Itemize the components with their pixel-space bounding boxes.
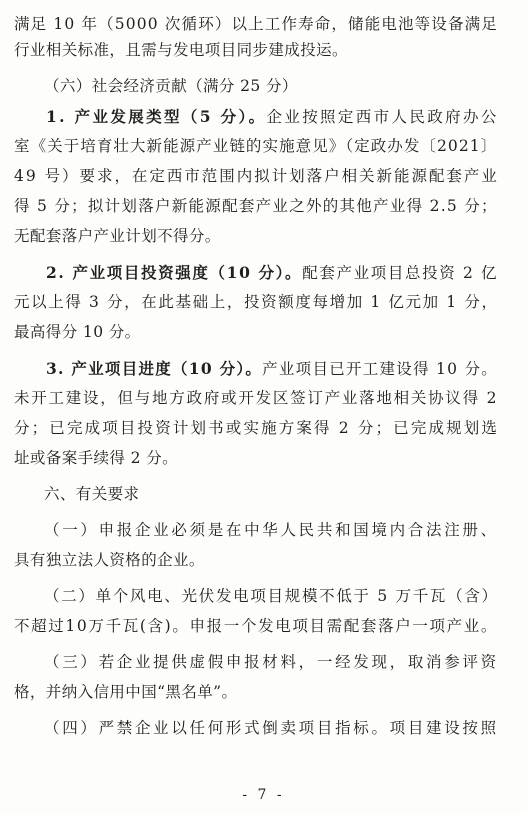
item-1-line bbox=[14, 224, 221, 249]
line-text: 满足 10 年（5000 次循环）以上工作寿命，储能电池等设备满足 bbox=[14, 15, 498, 33]
line-text: 得 5 分；拟计划落户新能源配套产业之外的其他产业得 2.5 分； bbox=[14, 197, 498, 215]
line-text: 室《关于培育壮大新能源产业链的实施意见》（定政办发〔2021〕 bbox=[14, 137, 498, 155]
line-text: 企业按照定西市人民政府办公 bbox=[266, 108, 499, 126]
bold-heading-text: 2. 产业项目投资强度（10 分）。 bbox=[46, 263, 303, 282]
bold-heading-text: 1. 产业发展类型（5 分）。 bbox=[46, 107, 267, 126]
item-3-line bbox=[14, 416, 499, 441]
line-text: 元以上得 3 分，在此基础上，投资额度每增加 1 亿元加 1 分， bbox=[14, 293, 499, 311]
line-text: 具有独立法人资格的企业。 bbox=[14, 551, 205, 569]
line-text: 六、有关要求 bbox=[44, 485, 140, 503]
line-text: （三）若企业提供虚假申报材料，一经发现，取消参评资 bbox=[44, 653, 499, 671]
item-2-line bbox=[14, 320, 141, 345]
requirement-3-line bbox=[44, 650, 499, 675]
line-text: 最高得分 10 分。 bbox=[14, 323, 141, 341]
bold-heading-text: 3. 产业项目进度（10 分）。 bbox=[46, 359, 263, 378]
requirement-3-line bbox=[14, 680, 237, 705]
item-1-line bbox=[14, 134, 497, 159]
item-3-line bbox=[14, 386, 498, 411]
item-3-first-line bbox=[46, 356, 498, 382]
line-text: （六）社会经济贡献（满分 25 分） bbox=[44, 77, 298, 95]
page-number: - 7 - bbox=[242, 787, 285, 803]
line-text: 址或备案手续得 2 分。 bbox=[14, 449, 179, 467]
item-1-line bbox=[14, 164, 499, 189]
line-text: （四）严禁企业以任何形式倒卖项目指标。项目建设按照 bbox=[44, 719, 499, 737]
line-text: 未开工建设，但与地方政府或开发区签订产业落地相关协议得 2 bbox=[14, 389, 499, 407]
line-text: 产业项目已开工建设得 10 分。 bbox=[262, 360, 499, 378]
line-text: 配套产业项目总投资 2 亿 bbox=[302, 264, 499, 282]
requirement-1-line bbox=[14, 548, 205, 573]
line-text: 行业相关标准，且需与发电项目同步建成投运。 bbox=[14, 41, 348, 59]
body-paragraph-line bbox=[14, 12, 498, 37]
line-text: 无配套落户产业计划不得分。 bbox=[14, 227, 221, 245]
line-text: 分；已完成项目投资计划书或实施方案得 2 分；已完成规划选 bbox=[14, 419, 500, 437]
requirement-2-line bbox=[44, 584, 499, 609]
requirement-1-line bbox=[44, 518, 499, 543]
item-1-line bbox=[14, 194, 498, 219]
requirement-4-line bbox=[44, 716, 499, 741]
section-heading bbox=[44, 482, 139, 507]
line-text: （一）申报企业必须是在中华人民共和国境内合法注册、 bbox=[44, 521, 499, 539]
item-2-first-line bbox=[46, 260, 498, 286]
line-text: 格，并纳入信用中国“黑名单”。 bbox=[14, 683, 238, 701]
item-2-line bbox=[14, 290, 499, 315]
item-1-first-line bbox=[46, 104, 499, 130]
line-text: 不超过10万千瓦(含)。申报一个发电项目需配套落户一项产业。 bbox=[14, 617, 499, 635]
requirement-2-line bbox=[14, 614, 498, 639]
line-text: （二）单个风电、光伏发电项目规模不低于 5 万千瓦（含） bbox=[44, 587, 499, 605]
body-paragraph-line bbox=[14, 38, 348, 63]
section-subheading bbox=[44, 74, 298, 99]
item-3-line bbox=[14, 446, 178, 471]
line-text: 49 号）要求，在定西市范围内拟计划落户相关新能源配套产业 bbox=[14, 167, 499, 185]
